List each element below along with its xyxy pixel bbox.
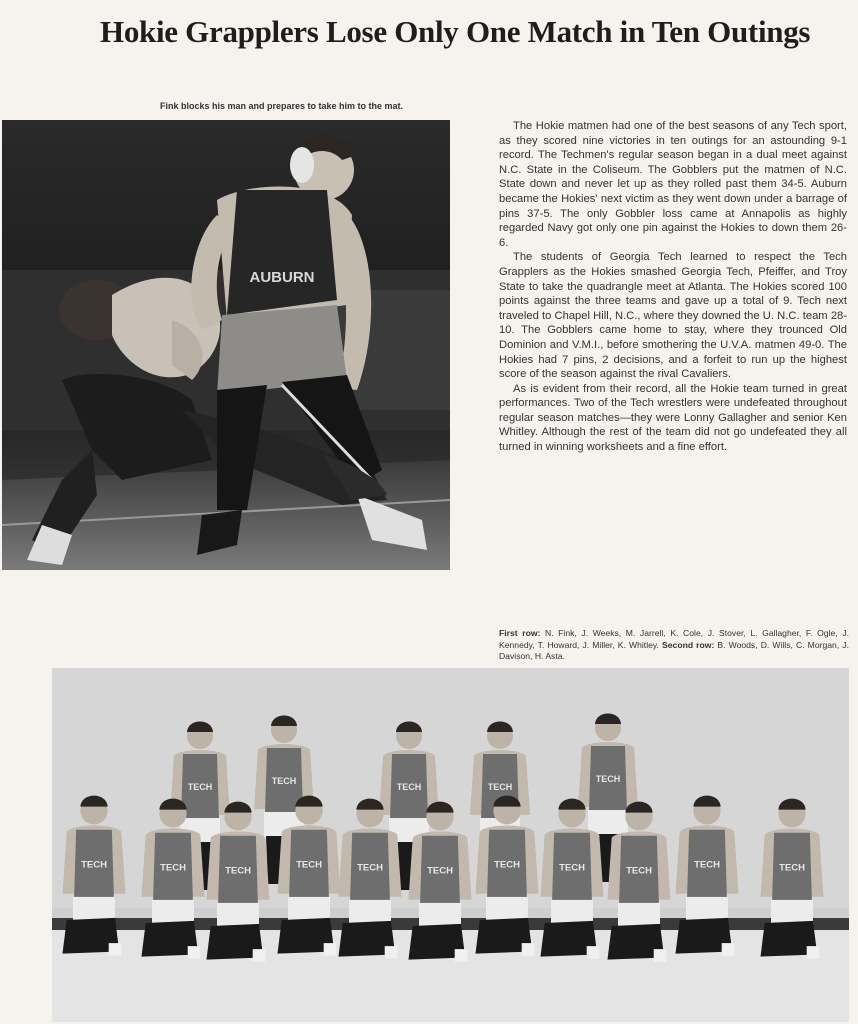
tech-singlet-text: TECH (357, 862, 383, 874)
tech-singlet-text: TECH (626, 865, 652, 877)
article-paragraph: The Hokie matmen had one of the best seasons of any Tech sport, as they scored nine victories in ten outings for an astounding 9-1 record. The Techmen's regular season began in a dual meet against N.C. State in the Coliseum. The Gobblers put the matmen of N.C. State down and never let up as they rolled past them 34-5. Auburn became the Hokies' next victim as they went down under a barrage of pins 37-5. The only Gobbler loss came at Annapolis as highly regarded Navy got only one pin against the Hokies to down them 26-6. (499, 120, 847, 249)
tech-singlet-text: TECH (396, 782, 422, 792)
tech-singlet-text: TECH (296, 859, 322, 871)
tech-singlet-text: TECH (694, 859, 720, 871)
article-body (499, 119, 847, 455)
tech-singlet-text: TECH (595, 774, 621, 784)
action-photo-caption: Fink blocks his man and prepares to take him to the mat. (160, 101, 404, 111)
wrestling-action-photo (2, 120, 450, 570)
article-paragraph: As is evident from their record, all the Hokie team turned in great performances. Two of the Tech wrestlers were undefeated throughout regular season matches—they were Lonny Gallagher and senior Ken Whitley. Although the rest of the team did not go undefeated they all turned in winning worksheets and a fine effort. (499, 382, 847, 454)
tech-singlet-text: TECH (427, 865, 453, 877)
article-paragraph: The students of Georgia Tech learned to respect the Tech Grapplers as the Hokies smashed Georgia Tech, Pfeiffer, and Troy State to take the quadrangle meet at Atlanta. The Hokies scored 100 points against the three teams and gave up a total of 9. Tech next traveled to Chapel Hill, N.C., where they downed the U. N.C. team 28-10. The Gobblers came home to stay, where they trounced Old Dominion and V.M.I., before smothering the U.V.A. matmen 49-0. The Hokies had 7 pins, 2 decisions, and a forfeit to run up the highest score of the season against the rival Cavaliers. (499, 251, 847, 381)
auburn-singlet-text: AUBURN (249, 269, 315, 286)
team-photo (52, 668, 849, 1022)
tech-singlet-text: TECH (779, 862, 805, 874)
tech-singlet-text: TECH (271, 776, 297, 786)
first-row-label: First row: (499, 628, 541, 638)
tech-singlet-text: TECH (225, 865, 251, 877)
second-row-names: B. Woods, D. Wills, C. Morgan, J. Davison, H. Asta. (499, 639, 849, 662)
tech-singlet-text: TECH (81, 859, 107, 871)
first-row-names: N. Fink, J. Weeks, M. Jarrell, K. Cole, J. Stover, L. Gallagher, F. Ogle, J. Kennedy, T. Howard, J. Miller, K. Whitley. (499, 628, 850, 650)
tech-singlet-text: TECH (487, 782, 513, 792)
tech-singlet-text: TECH (187, 782, 213, 792)
team-photo-caption (499, 628, 849, 663)
tech-singlet-text: TECH (160, 862, 186, 874)
article-headline: Hokie Grapplers Lose Only One Match in Ten Outings (100, 14, 811, 49)
second-row-label: Second row: (662, 639, 715, 650)
tech-singlet-text: TECH (559, 862, 585, 874)
tech-singlet-text: TECH (494, 859, 520, 871)
